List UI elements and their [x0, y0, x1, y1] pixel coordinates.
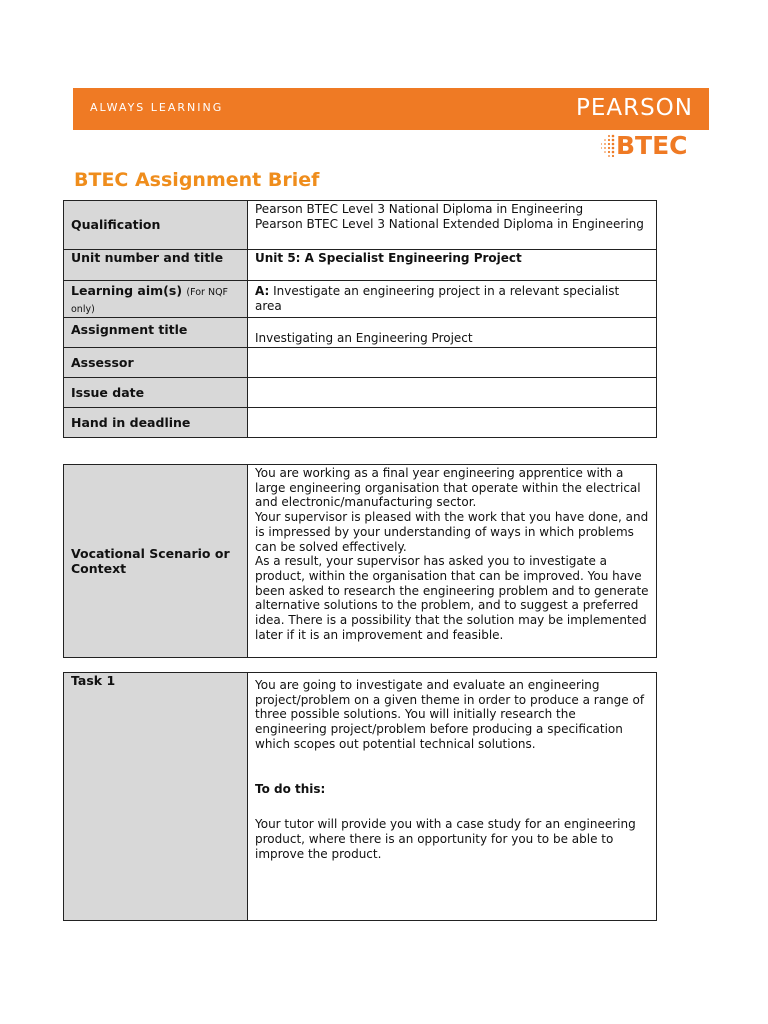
qualification-line-2: Pearson BTEC Level 3 National Extended Diploma in Engineering	[255, 216, 644, 231]
scenario-paragraph-3: As a result, your supervisor has asked you to investigate a product, within the organisation that can be improved. You have been asked to research the engineering problem and to generate alternative solutions to the problem, and to suggest a preferred idea. There is a possibility that the solution may be implemented later if it is an improvement and feasible.	[255, 554, 649, 642]
qualification-value	[248, 201, 657, 250]
btec-logo	[600, 130, 700, 160]
assessor-value	[248, 348, 657, 378]
unit-label: Unit number and title	[64, 250, 248, 281]
assignment-title-value: Investigating an Engineering Project	[248, 318, 657, 348]
assessor-row	[64, 348, 657, 378]
issue-date-value	[248, 378, 657, 408]
scenario-table	[63, 464, 657, 658]
deadline-row	[64, 408, 657, 438]
assessor-label: Assessor	[64, 348, 248, 378]
scenario-paragraph-2: Your supervisor is pleased with the work that you have done, and is impressed by your understanding of ways in which problems can be solved effectively.	[255, 510, 649, 554]
assignment-details-table	[63, 200, 657, 438]
deadline-value	[248, 408, 657, 438]
assignment-title-label: Assignment title	[64, 318, 248, 348]
pearson-logo: PEARSON	[575, 95, 693, 121]
learning-aim-label-text: Learning aim(s)	[71, 283, 183, 298]
task-todo-text: Your tutor will provide you with a case study for an engineering product, where there is an opportunity for you to be able to improve the product.	[255, 817, 636, 861]
learning-aim-note: (For NQF only)	[71, 287, 229, 315]
deadline-label: Hand in deadline	[64, 408, 248, 438]
scenario-text	[248, 465, 657, 658]
qualification-label: Qualification	[64, 201, 248, 250]
task-label: Task 1	[64, 673, 248, 921]
page-title: BTEC Assignment Brief	[74, 169, 320, 191]
task-row	[64, 673, 657, 921]
scenario-label: Vocational Scenario or Context	[64, 465, 248, 658]
learning-aim-label	[64, 281, 248, 318]
task-todo-heading: To do this:	[255, 781, 326, 796]
header-banner	[73, 88, 709, 130]
task-content	[248, 673, 657, 921]
task-table	[63, 672, 657, 921]
issue-date-label: Issue date	[64, 378, 248, 408]
task-intro: You are going to investigate and evaluate an engineering project/problem on a given theme in order to produce a range of three possible solutions. You will initially research the engineering project/problem before producing a specification which scopes out potential technical solutions.	[255, 678, 645, 751]
learning-aim-row	[64, 281, 657, 318]
btec-dots-icon	[600, 133, 616, 157]
learning-aim-text: Investigate an engineering project in a relevant specialist area	[255, 284, 620, 313]
btec-wordmark: BTEC	[616, 131, 688, 160]
scenario-row	[64, 465, 657, 658]
qualification-line-1: Pearson BTEC Level 3 National Diploma in Engineering	[255, 202, 584, 216]
scenario-paragraph-1: You are working as a final year engineering apprentice with a large engineering organisation that operate within the electrical and electronic/manufacturing sector.	[255, 466, 641, 510]
tagline: ALWAYS LEARNING	[90, 101, 224, 114]
unit-row	[64, 250, 657, 281]
qualification-row	[64, 201, 657, 250]
unit-value: Unit 5: A Specialist Engineering Project	[248, 250, 657, 281]
learning-aim-prefix: A:	[255, 284, 270, 298]
issue-date-row	[64, 378, 657, 408]
assignment-title-row	[64, 318, 657, 348]
learning-aim-value	[248, 281, 657, 318]
